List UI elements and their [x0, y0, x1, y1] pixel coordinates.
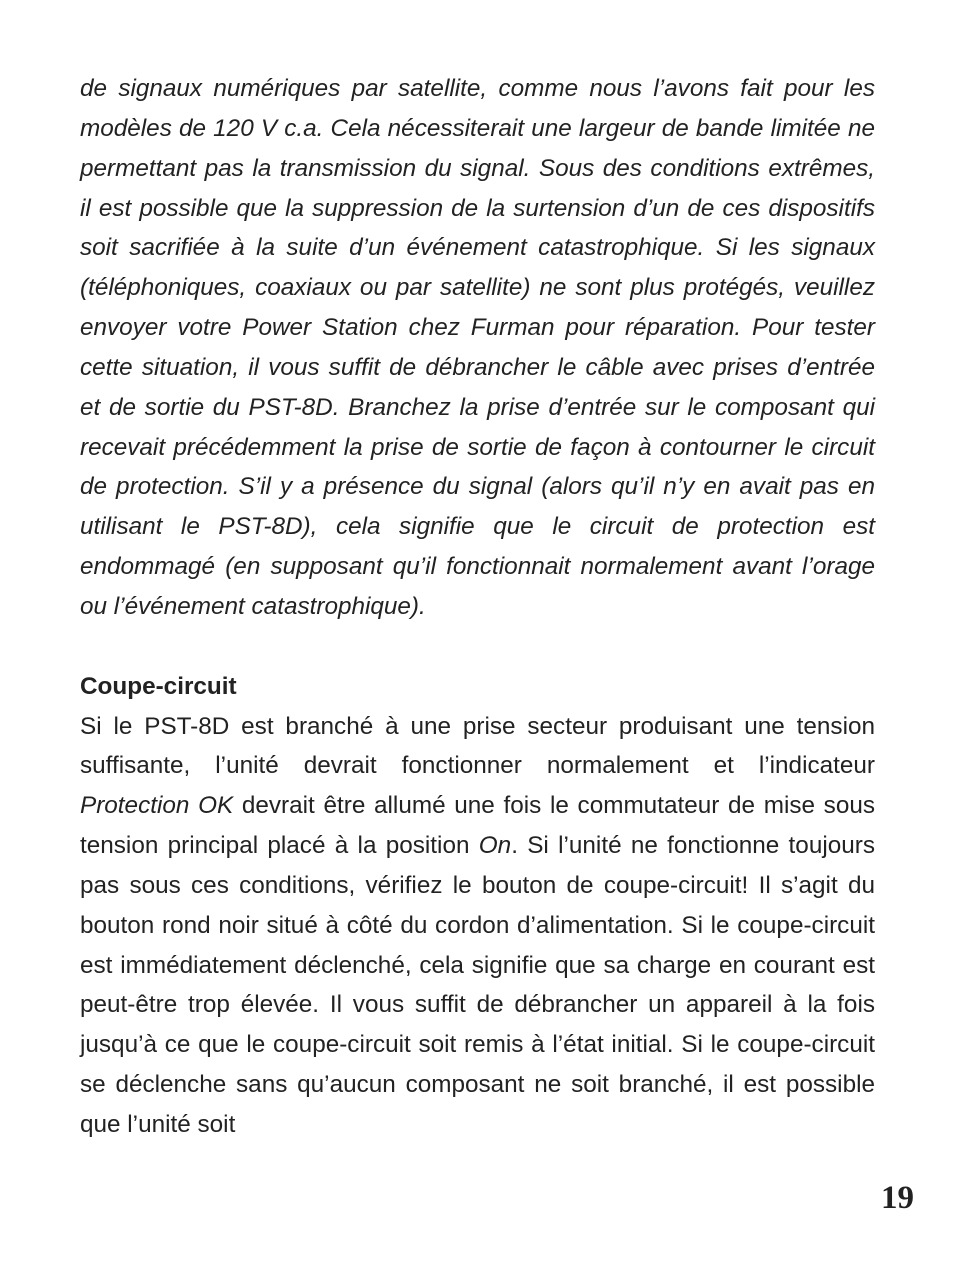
emphasis-protection-ok: Protection OK	[80, 792, 234, 820]
italic-paragraph: de signaux numériques par satellite, comme nous l’avons fait pour les modèles de 120 V c.a. Cela nécessiterait une largeur de bande limitée ne permettant pas la transmission du signal. Sous des conditions extrêmes, il est possible que la suppression de la surtension d’un de ces dispositifs soit sacrifiée à la suite d’un événement catastrophique. Si les signaux (téléphoniques, coaxiaux ou par satellite) ne sont plus protégés, veuillez envoyer votre Power Station chez Furman pour réparation. Pour tester cette situation, il vous suffit de débrancher le câble avec prises d’entrée et de sortie du PST-8D. Branchez la prise d’entrée sur le composant qui recevait précédemment la prise de sortie de façon à contourner le circuit de protection. S’il y a présence du signal (alors qu’il n’y en avait pas en utilisant le PST-8D), cela signifie que le circuit de protection est endommagé (en supposant qu’il fonctionnait normalement avant l’orage ou l’événement catastrophique).	[80, 75, 875, 620]
section-heading: Coupe-circuit	[80, 672, 237, 700]
body-text-part: devrait être allumé une fois le commutateur de mise sous tension principal placé à la position	[80, 792, 875, 860]
body-text-part: Si le PST-8D est branché à une prise secteur produisant une tension suffisante, l’unité devrait fonctionner normalement et l’indicateur	[80, 712, 875, 780]
body-paragraph	[80, 707, 875, 1145]
body-text-part: . Si l’unité ne fonctionne toujours pas sous ces conditions, vérifiez le bouton de coupe-circuit! Il s’agit du bouton rond noir situé à côté du cordon d’alimentation. Si le coupe-circuit est immédiatement déclenché, cela signifie que sa charge en courant est peut-être trop élevée. Il vous suffit de débrancher un appareil à la fois jusqu’à ce que le coupe-circuit soit remis à l’état initial. Si le coupe-circuit se déclenche sans qu’aucun composant ne soit branché, il est possible que l’unité soit	[80, 832, 876, 1138]
emphasis-on: On	[478, 832, 512, 860]
page-body	[80, 69, 875, 1145]
page-number: 19	[881, 1180, 914, 1216]
